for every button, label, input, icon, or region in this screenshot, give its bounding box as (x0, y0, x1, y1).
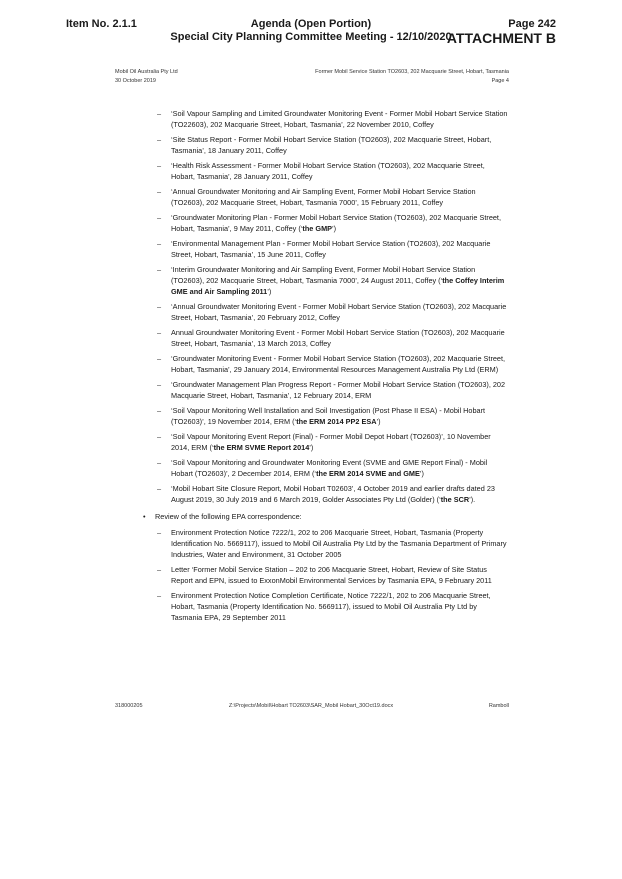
document-meta-left (115, 68, 178, 86)
epa-review-item (115, 511, 510, 522)
list-item-text: ‘Groundwater Monitoring Event - Former Mobil Hobart Service Station (TO2603), 202 Macquarie Street, Hobart, Tasmania’, 29 January 2014, Environmental Resources Management Australia Pty Ltd (ERM) (171, 354, 506, 374)
list-item-text: Annual Groundwater Monitoring Event - Former Mobil Hobart Service Station (TO2603), 202 Macquarie Street, Hobart, Tasmania’, 13 March 2013, Coffey (171, 328, 505, 348)
list-item (171, 564, 510, 586)
list-item (171, 134, 510, 156)
list-item (171, 405, 510, 427)
list-item (171, 238, 510, 260)
list-item-text: ‘Environmental Management Plan - Former Mobil Hobart Service Station (TO2603), 202 Macquarie Street, Hobart, Tasmania’, 15 June 2011, Coffey (171, 239, 491, 259)
list-item (171, 527, 510, 560)
list-item (171, 483, 510, 505)
epa-heading: Review of the following EPA correspondence: (155, 512, 302, 521)
list-item-abbreviation: the Coffey Interim GME and Air Sampling 2011 (171, 276, 505, 296)
document-date: 30 October 2019 (115, 78, 156, 84)
list-item-text: ‘Annual Groundwater Monitoring Event - Former Mobil Hobart Service Station (TO2603), 202 Macquarie Street, Hobart, Tasmania’, 20 February 2012, Coffey (171, 302, 507, 322)
list-item-text: ‘Health Risk Assessment - Former Mobil Hobart Service Station (TO2603), 202 Macquarie Street, Hobart, Tasmania’, 28 January 2011, Coffey (171, 161, 485, 181)
agenda-title-line2: Special City Planning Committee Meeting - 12/10/2020 (170, 31, 452, 43)
list-item (171, 327, 510, 349)
company-name: Mobil Oil Australia Pty Ltd (115, 69, 178, 75)
list-item-suffix: ’) (419, 469, 424, 478)
list-item-abbreviation: the GMP (302, 224, 333, 233)
page-header-right (447, 18, 556, 46)
list-item-text: ‘Site Status Report - Former Mobil Hobart Service Station (TO2603), 202 Macquarie Street, Hobart, Tasmania’, 18 January 2011, Coffey (171, 135, 492, 155)
list-item-text: ‘Soil Vapour Monitoring and Groundwater Monitoring Event (SVME and GME Report Final) - Mobil Hobart (TO2603)’, 2 December 2014, ERM (‘ (171, 458, 488, 478)
list-item-abbreviation: the SCR (440, 495, 470, 504)
list-item-text: ‘Soil Vapour Monitoring Event Report (Final) - Former Mobil Depot Hobart (TO2603)’, 10 November 2014, ERM (‘ (171, 432, 491, 452)
list-item-text: ‘Mobil Hobart Site Closure Report, Mobil Hobart T02603’, 4 October 2019 and earlier drafts dated 23 August 2019, 30 July 2019 and 6 March 2019, Golder Associates Pty Ltd (Golder) (‘ (171, 484, 495, 504)
list-item-suffix: ’) (332, 224, 337, 233)
list-item-text: ‘Soil Vapour Sampling and Limited Groundwater Monitoring Event - Former Mobil Hobart Service Station (TO22603), 202 Macquarie Street, Hobart, Tasmania’, 22 November 2010, Coffey (171, 109, 508, 129)
footer-firm: Ramboll (488, 703, 509, 709)
epa-correspondence-list (115, 527, 510, 623)
report-list (115, 108, 510, 505)
attachment-label: ATTACHMENT B (446, 30, 556, 46)
footer-reference: 318000205 (115, 703, 143, 709)
list-item (171, 431, 510, 453)
document-page: Page 4 (491, 78, 509, 84)
list-item-abbreviation: the ERM 2014 PP2 ESA (296, 417, 377, 426)
list-item (171, 108, 510, 130)
bullet-icon: • (143, 512, 146, 521)
document-body (115, 108, 510, 627)
list-item-text: ‘Groundwater Monitoring Plan - Former Mobil Hobart Service Station (TO2603), 202 Macquarie Street, Hobart, Tasmania’, 9 May 2011, Coffey (‘ (171, 213, 501, 233)
list-item-text: ‘Interim Groundwater Monitoring and Air Sampling Event, Former Mobil Hobart Service Station (TO2603), 202 Macquarie Street, Hobart, Tasmania 7000’, 24 August 2011, Coffey (‘ (171, 265, 476, 285)
list-item-text: Environment Protection Notice 7222/1, 202 to 206 Macquarie Street, Hobart, Tasmania (Property Identification No. 5669117), issued to Mobil Oil Australia Pty Ltd by the Tasmania Department of Primary Industries, Water and Environment, 31 October 2005 (171, 528, 507, 559)
footer-file-path: Z:\Projects\Mobil\Hobart TO2603\SAR_Mobil Hobart_30Oct19.docx (228, 703, 394, 709)
list-item-text: Letter ‘Former Mobil Service Station – 202 to 206 Macquarie Street, Hobart, Review of Site Status Report and EPN, issued to ExxonMobil Environmental Services by Tasmania EPA, 9 February 2011 (171, 565, 492, 585)
list-item-abbreviation: the ERM SVME Report 2014 (213, 443, 310, 452)
list-item-text: ‘Soil Vapour Monitoring Well Installation and Soil Investigation (Post Phase II ESA) - Mobil Hobart (TO2603)’, 19 November 2014, ERM (‘ (171, 406, 486, 426)
list-item (171, 212, 510, 234)
list-item-suffix: ’) (309, 443, 314, 452)
list-item (171, 590, 510, 623)
agenda-title-line1: Agenda (Open Portion) (250, 18, 372, 30)
list-item (171, 457, 510, 479)
list-item (171, 264, 510, 297)
site-name: Former Mobil Service Station TO2603, 202 Macquarie Street, Hobart, Tasmania (315, 69, 509, 75)
page-number: Page 242 (508, 18, 556, 30)
list-item-suffix: ’) (376, 417, 381, 426)
list-item-text: ‘Groundwater Management Plan Progress Report - Former Mobil Hobart Service Station (TO2603), 202 Macquarie Street, Hobart, Tasmania’, 12 February 2014, ERM (171, 380, 506, 400)
list-item-text: Environment Protection Notice Completion Certificate, Notice 7222/1, 202 to 206 Macquarie Street, Hobart, Tasmania (Property Identification No. 5669117), issued to Mobil Oil Australia Pty Ltd by Tasmania EPA, 29 September 2011 (171, 591, 491, 622)
list-item (171, 186, 510, 208)
list-item (171, 379, 510, 401)
item-number: Item No. 2.1.1 (66, 18, 137, 30)
document-meta-right (315, 68, 509, 86)
list-item-suffix: ’). (469, 495, 476, 504)
list-item-text: ‘Annual Groundwater Monitoring and Air Sampling Event, Former Mobil Hobart Service Station (TO2603), 202 Macquarie Street, Hobart, Tasmania 7000’, 15 February 2011, Coffey (171, 187, 476, 207)
list-item-abbreviation: the ERM 2014 SVME and GME (316, 469, 420, 478)
list-item-suffix: ’) (267, 287, 272, 296)
list-item (171, 301, 510, 323)
list-item (171, 160, 510, 182)
list-item (171, 353, 510, 375)
